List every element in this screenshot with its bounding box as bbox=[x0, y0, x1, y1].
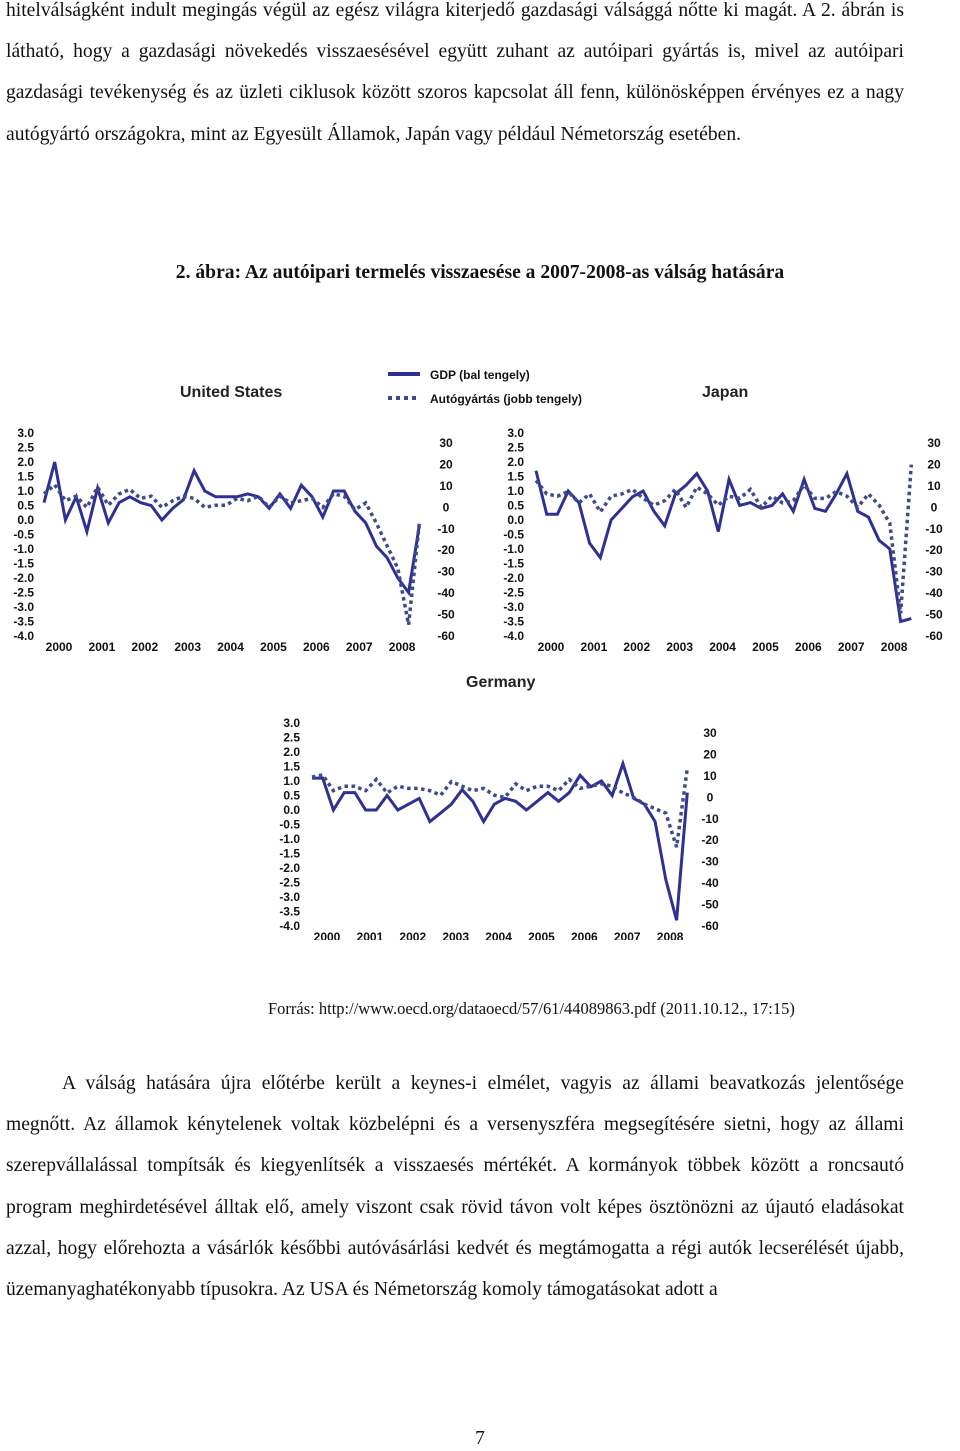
left-tick-label: 2.0 bbox=[283, 745, 300, 759]
right-tick-label: 30 bbox=[439, 436, 453, 450]
x-tick-label: 2007 bbox=[613, 930, 641, 940]
left-tick-label: -3.0 bbox=[13, 600, 34, 614]
x-tick-label: 2004 bbox=[709, 640, 736, 654]
paragraph-top: hitelválságként indult megingás végül az egész világra kiterjedő gazdasági válsággá nőtte ki magát. A 2. ábrán is látható, hogy a gazdasági növekedés visszaesésével együtt zuhant az autóipari gyártás is, mivel az autóipari gazdasági tevékenység és az üzleti ciklusok között szoros kapcsolat áll fenn, különösképpen érvényes ez a nagy autógyártó országokra, mint az Egyesült Államok, Japán vagy például Németország esetében. bbox=[6, 0, 904, 145]
left-tick-label: 0.5 bbox=[283, 788, 300, 803]
x-tick-label: 2003 bbox=[442, 930, 470, 940]
left-tick-label: 2.5 bbox=[17, 440, 34, 455]
auto-production-line bbox=[312, 768, 687, 847]
auto-production-line bbox=[536, 465, 911, 614]
right-tick-label: 20 bbox=[927, 457, 941, 472]
chart-title-us: United States bbox=[180, 384, 283, 401]
figure-caption: 2. ábra: Az autóipari termelés visszaesése a 2007-2008-as válság hatására bbox=[175, 262, 785, 283]
right-tick-label: -20 bbox=[437, 543, 455, 558]
x-tick-label: 2006 bbox=[570, 930, 598, 940]
legend bbox=[388, 368, 582, 406]
left-tick-label: 3.0 bbox=[283, 716, 300, 730]
left-tick-label: 1.5 bbox=[507, 469, 524, 484]
left-tick-label: -3.5 bbox=[13, 614, 34, 629]
x-tick-label: 2000 bbox=[537, 640, 565, 654]
left-tick-label: 1.0 bbox=[17, 484, 34, 498]
chart-title-japan: Japan bbox=[702, 384, 749, 401]
right-tick-label: 30 bbox=[927, 436, 941, 450]
left-tick-label: 1.0 bbox=[507, 484, 524, 498]
x-tick-label: 2003 bbox=[666, 640, 694, 654]
left-tick-label: -0.5 bbox=[503, 527, 524, 542]
left-tick-label: -3.0 bbox=[503, 600, 524, 614]
left-tick-label: 2.5 bbox=[507, 440, 524, 455]
gdp-line bbox=[312, 764, 687, 921]
figure-source: Forrás: http://www.oecd.org/dataoecd/57/61/44089863.pdf (2011.10.12., 17:15) bbox=[268, 999, 795, 1018]
right-tick-label: -60 bbox=[925, 629, 943, 643]
left-tick-label: -0.5 bbox=[279, 817, 300, 832]
chart-title-germany: Germany bbox=[466, 674, 536, 691]
x-tick-label: 2003 bbox=[174, 640, 202, 654]
left-tick-label: -1.0 bbox=[13, 542, 34, 556]
right-tick-label: -40 bbox=[925, 586, 943, 601]
right-tick-label: -10 bbox=[925, 521, 943, 536]
right-tick-label: 0 bbox=[442, 500, 450, 515]
right-tick-label: -10 bbox=[701, 811, 719, 826]
x-tick-label: 2007 bbox=[345, 640, 373, 654]
left-tick-label: 3.0 bbox=[507, 426, 524, 440]
x-tick-label: 2002 bbox=[623, 640, 651, 654]
left-tick-label: -2.0 bbox=[13, 571, 34, 585]
right-tick-label: -50 bbox=[437, 607, 455, 622]
left-tick-label: -0.5 bbox=[13, 527, 34, 542]
left-tick-label: 2.0 bbox=[17, 455, 34, 469]
figure-charts bbox=[0, 340, 960, 940]
left-tick-label: 1.5 bbox=[17, 469, 34, 484]
left-tick-label: 1.0 bbox=[283, 774, 300, 788]
left-tick-label: -1.0 bbox=[503, 542, 524, 556]
left-tick-label: 0.0 bbox=[17, 513, 34, 527]
x-tick-label: 2002 bbox=[399, 930, 427, 940]
left-tick-label: -2.5 bbox=[13, 585, 34, 600]
left-tick-label: 2.5 bbox=[283, 730, 300, 745]
left-tick-label: -1.5 bbox=[279, 846, 300, 861]
left-tick-label: -3.5 bbox=[503, 614, 524, 629]
left-tick-label: -1.0 bbox=[279, 832, 300, 846]
right-tick-label: 30 bbox=[703, 726, 717, 740]
right-tick-label: 0 bbox=[706, 790, 714, 805]
x-tick-label: 2001 bbox=[356, 930, 384, 940]
left-tick-label: 0.5 bbox=[17, 498, 34, 513]
x-tick-label: 2006 bbox=[794, 640, 822, 654]
right-tick-label: -20 bbox=[925, 543, 943, 558]
left-tick-label: 1.5 bbox=[283, 759, 300, 774]
right-tick-label: -40 bbox=[701, 876, 719, 891]
legend-gdp-label: GDP (bal tengely) bbox=[430, 368, 530, 382]
left-tick-label: 0.0 bbox=[507, 513, 524, 527]
x-tick-label: 2008 bbox=[656, 930, 684, 940]
x-tick-label: 2001 bbox=[88, 640, 116, 654]
x-tick-label: 2002 bbox=[131, 640, 159, 654]
x-tick-label: 2001 bbox=[580, 640, 608, 654]
left-tick-label: -2.5 bbox=[279, 875, 300, 890]
left-tick-label: 3.0 bbox=[17, 426, 34, 440]
right-tick-label: -10 bbox=[437, 521, 455, 536]
x-tick-label: 2000 bbox=[45, 640, 73, 654]
left-tick-label: -4.0 bbox=[503, 629, 524, 643]
right-tick-label: -20 bbox=[701, 833, 719, 848]
left-tick-label: 0.0 bbox=[283, 803, 300, 817]
x-tick-label: 2000 bbox=[313, 930, 341, 940]
gdp-line bbox=[536, 471, 911, 622]
right-tick-label: -60 bbox=[701, 919, 719, 933]
left-tick-label: -2.0 bbox=[503, 571, 524, 585]
left-tick-label: -3.0 bbox=[279, 890, 300, 904]
left-tick-label: -1.5 bbox=[503, 556, 524, 571]
x-tick-label: 2008 bbox=[388, 640, 416, 654]
page-number: 7 bbox=[475, 1428, 485, 1449]
chart-panel-japan bbox=[503, 426, 943, 654]
x-tick-label: 2004 bbox=[485, 930, 512, 940]
right-tick-label: -30 bbox=[437, 564, 455, 579]
right-tick-label: -50 bbox=[925, 607, 943, 622]
chart-panel-germany bbox=[279, 716, 719, 940]
right-tick-label: 20 bbox=[703, 747, 717, 762]
left-tick-label: 2.0 bbox=[507, 455, 524, 469]
paragraph-bottom: A válság hatására újra előtérbe került a keynes-i elmélet, vagyis az állami beavatkozás jelentősége megnőtt. Az államok kénytelenek voltak közbelépni és a versenyszféra megsegítésére sietni, hogy az állami szerepvállalással tompítsák és kiegyenlítsék a visszaesés mértékét. A kormányok többek között a roncsautó program meghirdetésével álltak elő, amely viszont csak rövid távon volt képes ösztönözni az újautó eladásokat azzal, hogy előrehozta a vásárlók későbbi autóvásárlási kedvét és megtámogatta a régi autók lecserélését újabb, üzemanyaghatékonyabb típusokra. Az USA és Németország komoly támogatásokat adott a bbox=[6, 1073, 904, 1301]
right-tick-label: -40 bbox=[437, 586, 455, 601]
x-tick-label: 2004 bbox=[217, 640, 244, 654]
left-tick-label: -2.5 bbox=[503, 585, 524, 600]
left-tick-label: -2.0 bbox=[279, 861, 300, 875]
right-tick-label: 20 bbox=[439, 457, 453, 472]
chart-panel-us bbox=[13, 426, 455, 654]
right-tick-label: 10 bbox=[927, 478, 941, 493]
x-tick-label: 2005 bbox=[752, 640, 779, 654]
right-tick-label: -30 bbox=[925, 564, 943, 579]
legend-auto-label: Autógyártás (jobb tengely) bbox=[430, 392, 583, 406]
right-tick-label: -30 bbox=[701, 854, 719, 869]
right-tick-label: 10 bbox=[439, 478, 453, 493]
x-tick-label: 2007 bbox=[837, 640, 865, 654]
left-tick-label: -4.0 bbox=[279, 919, 300, 933]
x-tick-label: 2005 bbox=[528, 930, 555, 940]
x-tick-label: 2008 bbox=[880, 640, 908, 654]
right-tick-label: 0 bbox=[930, 500, 938, 515]
right-tick-label: -60 bbox=[437, 629, 455, 643]
gdp-line bbox=[44, 462, 419, 593]
right-tick-label: -50 bbox=[701, 897, 719, 912]
right-tick-label: 10 bbox=[703, 768, 717, 783]
auto-production-line bbox=[44, 485, 419, 625]
x-tick-label: 2005 bbox=[260, 640, 287, 654]
left-tick-label: -3.5 bbox=[279, 904, 300, 919]
left-tick-label: -1.5 bbox=[13, 556, 34, 571]
left-tick-label: -4.0 bbox=[13, 629, 34, 643]
left-tick-label: 0.5 bbox=[507, 498, 524, 513]
x-tick-label: 2006 bbox=[302, 640, 330, 654]
